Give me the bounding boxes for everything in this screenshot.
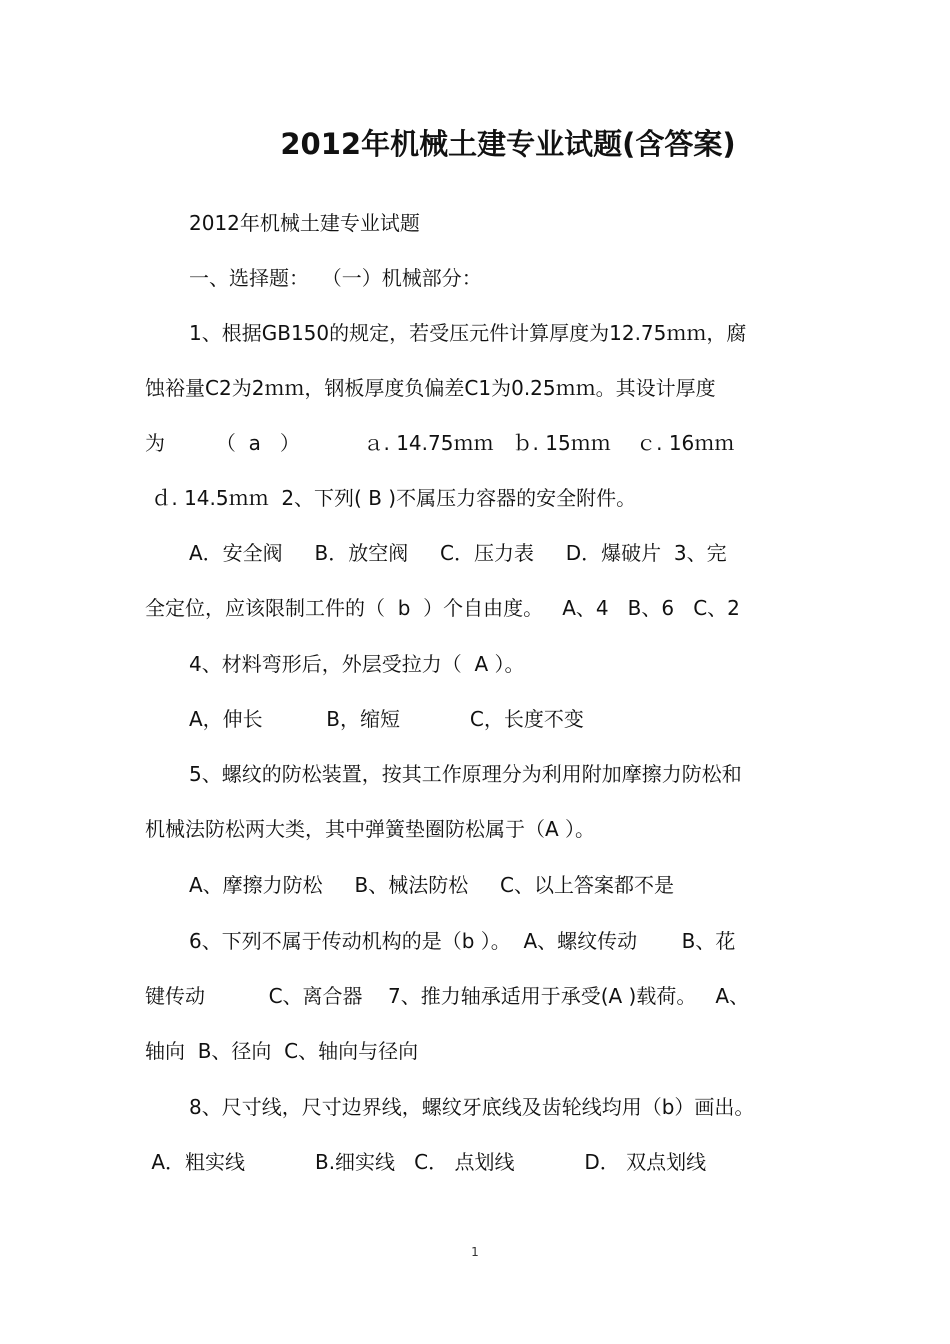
question-1-options: 为 （ a ） ａ. 14.75ｍｍ ｂ. 15ｍｍ ｃ. 16ｍｍ: [145, 431, 735, 455]
question-5-line-2: 机械法防松两大类，其中弹簧垫圈防松属于（A ）。: [145, 817, 596, 841]
question-8-options: A．粗实线 B.细实线 C． 点划线 D． 双点划线: [145, 1150, 707, 1174]
question-3-line: 全定位，应该限制工件的（ b ）个自由度。 A、4 B、6 C、2: [145, 596, 740, 620]
question-5-options: A、摩擦力防松 B、械法防松 C、以上答案都不是: [189, 873, 674, 897]
question-5-line-1: 5、螺纹的防松装置，按其工作原理分为利用附加摩擦力防松和: [189, 762, 742, 786]
question-2-line: ｄ. 14.5ｍｍ 2、下列( B )不属压力容器的安全附件。: [145, 486, 637, 510]
question-7-options: 轴向 B、径向 C、轴向与径向: [145, 1039, 419, 1063]
question-1-line-2: 蚀裕量C2为2ｍｍ，钢板厚度负偏差C1为0.25ｍｍ。其设计厚度: [145, 376, 716, 400]
question-8-line: 8、尺寸线，尺寸边界线，螺纹牙底线及齿轮线均用（b）画出。: [189, 1095, 755, 1119]
question-6-line-1: 6、下列不属于传动机构的是（b ）。 A、螺纹传动 B、花: [189, 929, 736, 953]
question-6-7-line: 键传动 C、离合器 7、推力轴承适用于承受(A )载荷。 A、: [145, 984, 750, 1008]
question-4-options: A，伸长 B，缩短 C，长度不变: [189, 707, 584, 731]
subtitle-line: 2012年机械土建专业试题: [189, 211, 420, 235]
question-2-options: A．安全阀 B．放空阀 C．压力表 D．爆破片 3、完: [189, 541, 727, 565]
question-4-line: 4、材料弯形后，外层受拉力（ A ）。: [189, 652, 525, 676]
document-title: 2012年机械土建专业试题(含答案): [280, 127, 736, 161]
section-heading: 一、选择题： （一）机械部分：: [189, 266, 482, 290]
page-number: 1: [471, 1245, 479, 1259]
question-1-line-1: 1、根据GB150的规定，若受压元件计算厚度为12.75ｍｍ，腐: [189, 321, 747, 345]
